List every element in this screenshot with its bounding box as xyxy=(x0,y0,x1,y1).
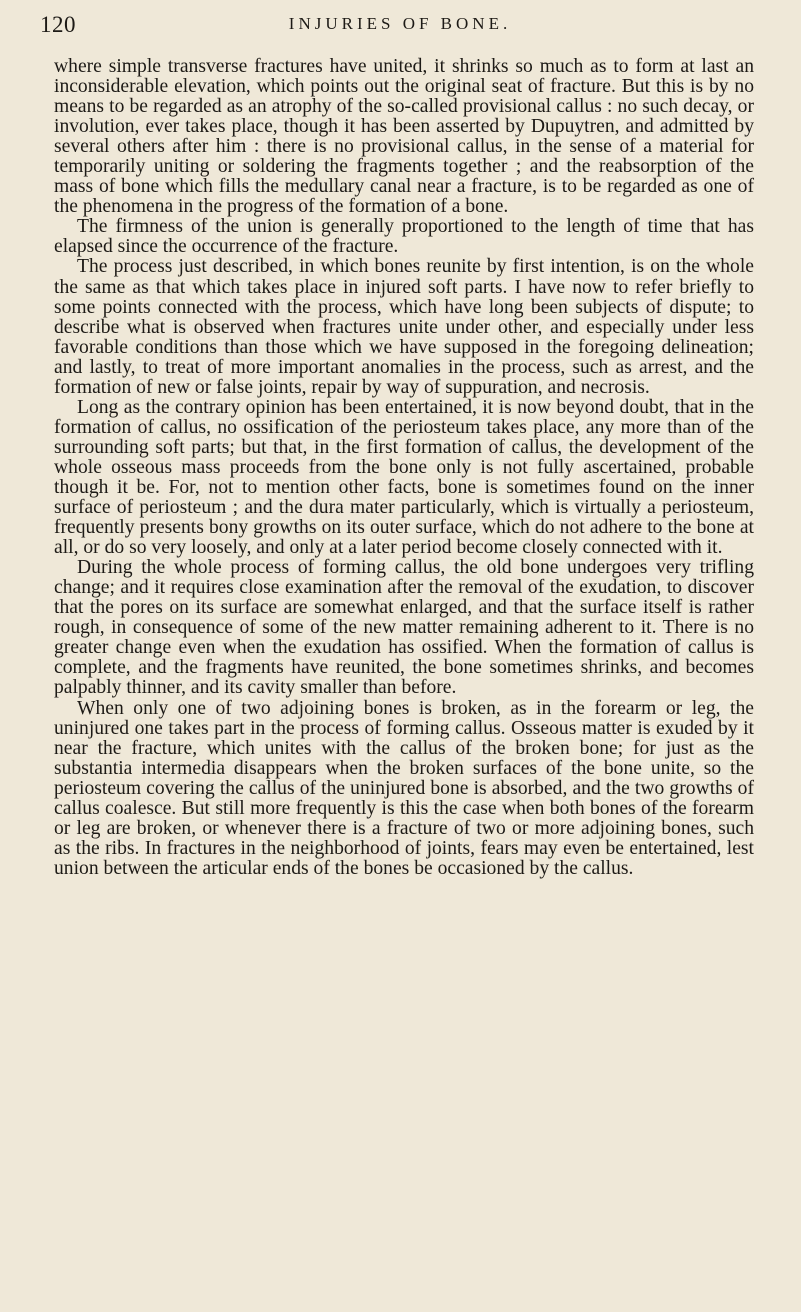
paragraph-firmness: The firmness of the union is generally proportioned to the length of time that has elapsed since the occurrence of the fracture. xyxy=(54,216,754,258)
paragraph-adjoining-bones: When only one of two adjoining bones is broken, as in the forearm or leg, the uninjured one takes part in the process of forming callus. Osseous matter is exuded by it near the fracture, which unites with the callus of the broken bone; for just as the substantia intermedia disappears when the broken surfaces of the bone unite, so the periosteum covering the callus of the uninjured bone is absorbed, and the two growths of callus coalesce. But still more frequently is this the case when both bones of the forearm or leg are broken, or whenever there is a fracture of two or more adjoining bones, such as the ribs. In fractures in the neighborhood of joints, fears may even be entertained, lest union between the articular ends of the bones be occasioned by the callus. xyxy=(54,697,754,879)
running-title: INJURIES OF BONE. xyxy=(288,14,512,33)
paragraph-continuation: where simple transverse fractures have united, it shrinks so much as to form at last an inconsiderable elevation, which points out the original seat of fracture. But this is by no means to be regarded as an atrophy of the so-called provisional callus : no such decay, or involution, ever takes place, though it has been asserted by Dupuytren, and admitted by several others after him : there is no provisional callus, in the sense of a material for temporarily uniting or soldering the fragments together ; and the reabsorption of the mass of bone which fills the medullary canal near a fracture, is to be regarded as one of the phenomena in the progress of the formation of a bone. xyxy=(54,56,754,218)
running-head xyxy=(40,12,760,46)
body-text xyxy=(54,57,754,879)
paragraph-periosteum: Long as the contrary opinion has been entertained, it is now beyond doubt, that in the formation of callus, no ossification of the periosteum takes place, any more than of the surrounding soft parts; but that, in the first formation of callus, the development of the whole osseous mass proceeds from the bone only is not fully ascertained, probable though it be. For, not to mention other facts, bone is sometimes found on the inner surface of periosteum ; and the dura mater particularly, which is virtually a periosteum, frequently presents bony growths on its outer surface, which do not adhere to the bone at all, or do so very loosely, and only at a later period become closely connected with it. xyxy=(54,396,754,559)
page-number: 120 xyxy=(40,12,76,37)
paragraph-process: The process just described, in which bones reunite by first intention, is on the whole the same as that which takes place in injured soft parts. I have now to refer briefly to some points connected with the process, which have long been subjects of dispute; to describe what is observed when fractures unite under other, and especially under less favorable conditions than those which we have supposed in the foregoing delineation; and lastly, to treat of more important anomalies in the process, such as arrest, and the formation of new or false joints, repair by way of suppuration, and necrosis. xyxy=(54,256,754,398)
paragraph-old-bone: During the whole process of forming callus, the old bone undergoes very trifling change; and it requires close examination after the removal of the exudation, to discover that the pores on its surface are somewhat enlarged, and that the surface itself is rather rough, in consequence of some of the new matter remaining adherent to it. There is no greater change even when the exudation has ossified. When the formation of callus is complete, and the fragments have reunited, the bone sometimes shrinks, and becomes palpably thinner, and its cavity smaller than before. xyxy=(54,557,754,699)
